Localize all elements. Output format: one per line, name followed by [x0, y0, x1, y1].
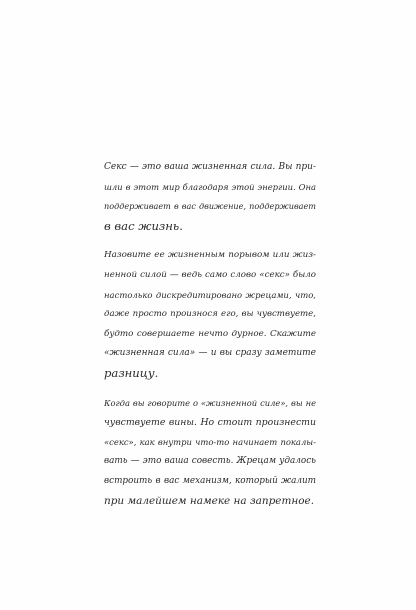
text-line: Секс — это ваша жизненная сила. Вы при- — [104, 162, 316, 172]
text-line: шли в этот мир благодаря этой энергии. Она — [104, 181, 316, 192]
text-line: «жизненная сила» — и вы сразу заметите — [104, 348, 316, 359]
paragraph-1 — [104, 158, 316, 236]
text-line: поддерживает в вас движение, поддерживает — [104, 201, 316, 212]
text-line: чувствуете вины. Но стоит произнести — [104, 417, 316, 429]
text-line: будто совершаете нечто дурное. Скажите — [104, 328, 316, 339]
text-line: Когда вы говорите о «жизненной силе», вы не — [104, 397, 316, 408]
paragraph-3 — [104, 394, 316, 512]
text-line: «секс», как внутри что-то начинает покалы- — [104, 436, 316, 447]
text-line: даже просто произнося его, вы чувствуете, — [104, 309, 316, 320]
text-line: разницу. — [104, 365, 159, 380]
text-line: при малейшем намеке на запретное. — [104, 494, 315, 507]
text-line: встроить в вас механизм, который жалит — [104, 475, 316, 486]
text-line: в вас жизнь. — [104, 218, 183, 233]
paragraph-2 — [104, 246, 316, 383]
text-line: вать — это ваша совесть. Жрецам удалось — [104, 456, 316, 467]
text-line: Назовите ее жизненным порывом или жиз- — [104, 250, 316, 261]
text-line: настолько дискредитировано жрецами, что, — [104, 289, 316, 300]
body-text — [104, 158, 316, 521]
text-line: ненной силой — ведь само слово «секс» было — [104, 269, 316, 280]
